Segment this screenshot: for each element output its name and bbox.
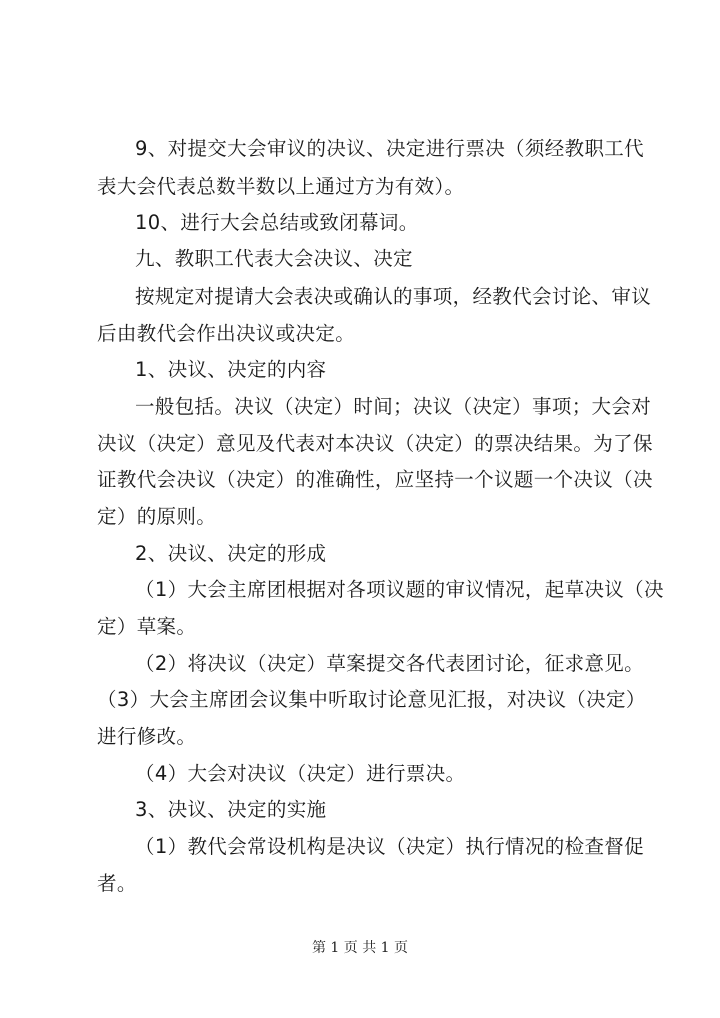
subsection-heading: 1、决议、决定的内容 bbox=[135, 358, 327, 381]
page-number-footer: 第 1 页 共 1 页 bbox=[311, 940, 409, 956]
paragraph-line: 9、对提交大会审议的决议、决定进行票决（须经教职工代 bbox=[135, 137, 645, 160]
paragraph-line: （4）大会对决议（决定）进行票决。 bbox=[135, 762, 466, 785]
paragraph-line: 定）草案。 bbox=[97, 615, 197, 638]
paragraph-line: 进行修改。 bbox=[97, 725, 197, 748]
section-heading: 九、教职工代表大会决议、决定 bbox=[135, 247, 413, 270]
paragraph-line: （1）大会主席团根据对各项议题的审议情况，起草决议（决 bbox=[135, 578, 664, 601]
paragraph-line: 一般包括。决议（决定）时间；决议（决定）事项；大会对 bbox=[135, 395, 652, 418]
paragraph-line: 证教代会决议（决定）的准确性，应坚持一个议题一个决议（决 bbox=[97, 468, 653, 491]
paragraph-line: 定）的原则。 bbox=[97, 505, 217, 528]
subsection-heading: 2、决议、决定的形成 bbox=[135, 542, 327, 565]
paragraph-line: （1）教代会常设机构是决议（决定）执行情况的检查督促 bbox=[135, 835, 645, 858]
paragraph-line: 10、进行大会总结或致闭幕词。 bbox=[135, 211, 419, 234]
subsection-heading: 3、决议、决定的实施 bbox=[135, 798, 327, 821]
paragraph-line: 决议（决定）意见及代表对本决议（决定）的票决结果。为了保 bbox=[97, 432, 653, 455]
paragraph-line: 表大会代表总数半数以上通过方为有效）。 bbox=[97, 175, 465, 198]
paragraph-line: 后由教代会作出决议或决定。 bbox=[97, 322, 356, 345]
paragraph-line: 按规定对提请大会表决或确认的事项，经教代会讨论、审议 bbox=[135, 285, 652, 308]
paragraph-line: （3）大会主席团会议集中听取讨论意见汇报，对决议（决定） bbox=[97, 688, 646, 711]
paragraph-line: 者。 bbox=[97, 872, 137, 895]
paragraph-line: （2）将决议（决定）草案提交各代表团讨论，征求意见。 bbox=[135, 652, 645, 675]
